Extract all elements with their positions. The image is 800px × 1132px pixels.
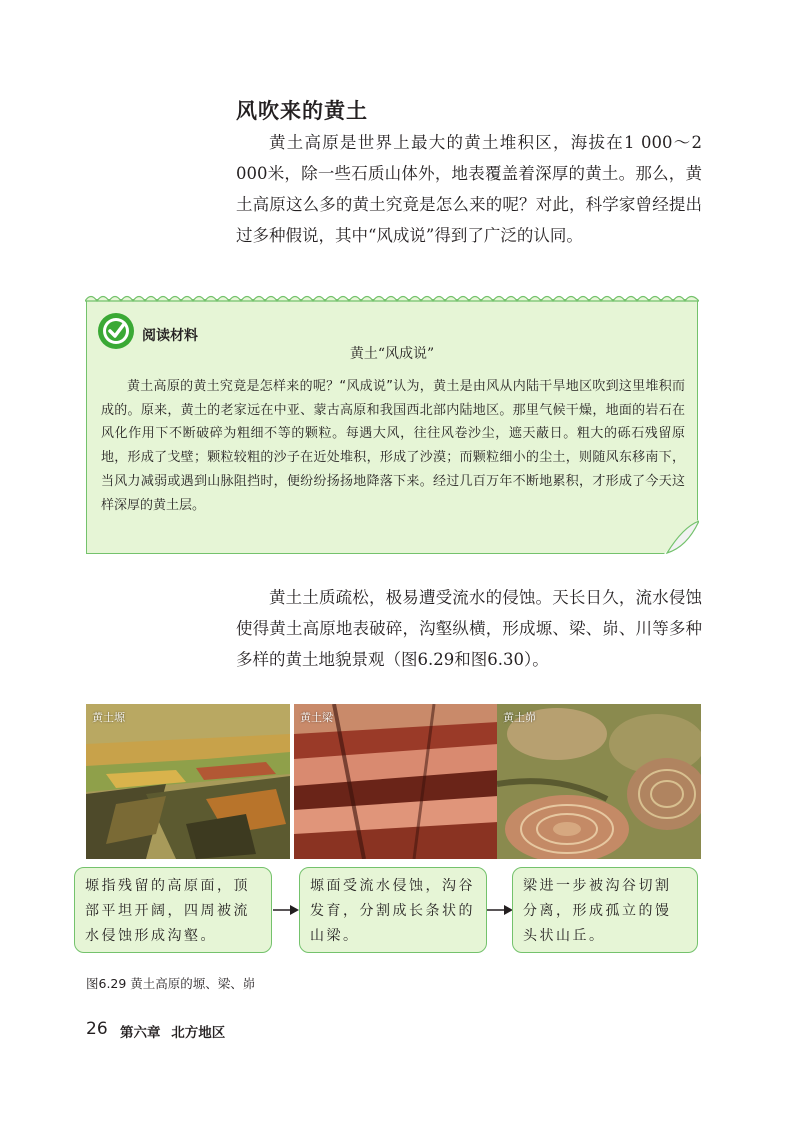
photo-label-yuan: 黄土塬 [92,711,125,724]
liang-landscape-image [294,704,498,859]
chapter-title: 第六章 北方地区 [120,1025,226,1041]
section-title: 风吹来的黄土 [236,99,368,123]
intro-paragraph: 黄土高原是世界上最大的黄土堆积区，海拔在1 000～2 000米，除一些石质山体外，地表覆盖着深厚的黄土。那么，黄土高原这么多的黄土究竟是怎么来的呢？对此，科学家曾经提出过多种假说，其中“风成说”得到了广泛的认同。 [236,133,702,245]
photo-label-mao: 黄土峁 [503,711,536,724]
reading-label: 阅读材料 [142,328,198,344]
zigzag-border [85,292,699,302]
arrow-right-icon [486,903,514,917]
reading-material-box [86,299,698,554]
landform-paragraph: 黄土土质疏松，极易遭受流水的侵蚀。天长日久，流水侵蚀使得黄土高原地表破碎，沟壑纵横，形成塬、梁、峁、川等多种多样的黄土地貌景观（图6.29和图6.30）。 [236,588,702,669]
figure-caption: 图6.29 黄土高原的塬、梁、峁 [86,976,256,991]
arrow-right-icon [272,903,300,917]
yuan-landscape-image [86,704,290,859]
photo-yuan [86,704,290,859]
photo-mao [497,704,701,859]
page-number: 26 [86,1019,108,1039]
desc-box-mao: 梁进一步被沟谷切割分离，形成孤立的馒头状山丘。 [512,867,698,953]
photo-label-liang: 黄土梁 [300,711,333,724]
reading-subtitle: 黄土“风成说” [349,346,435,362]
desc-box-yuan: 塬指残留的高原面，顶部平坦开阔，四周被流水侵蚀形成沟壑。 [74,867,272,953]
mao-landscape-image [497,704,701,859]
page-fold-corner [663,519,699,555]
desc-box-liang: 塬面受流水侵蚀，沟谷发育，分割成长条状的山梁。 [299,867,487,953]
reading-text: 黄土高原的黄土究竟是怎样来的呢？“风成说”认为，黄土是由风从内陆干旱地区吹到这里堆积而成的。原来，黄土的老家远在中亚、蒙古高原和我国西北部内陆地区。那里气候干燥，地面的岩石在风化作用下不断破碎为粗细不等的颗粒。每遇大风，往往风卷沙尘，遮天蔽日。粗大的砾石残留原地，形成了戈壁；颗粒较粗的沙子在近处堆积，形成了沙漠；而颗粒细小的尘土，则随风东移南下，当风力减弱或遇到山脉阻挡时，便纷纷扬扬地降落下来。经过几百万年不断地累积，才形成了今天这样深厚的黄土层。 [101,379,685,513]
photo-liang [294,704,498,859]
